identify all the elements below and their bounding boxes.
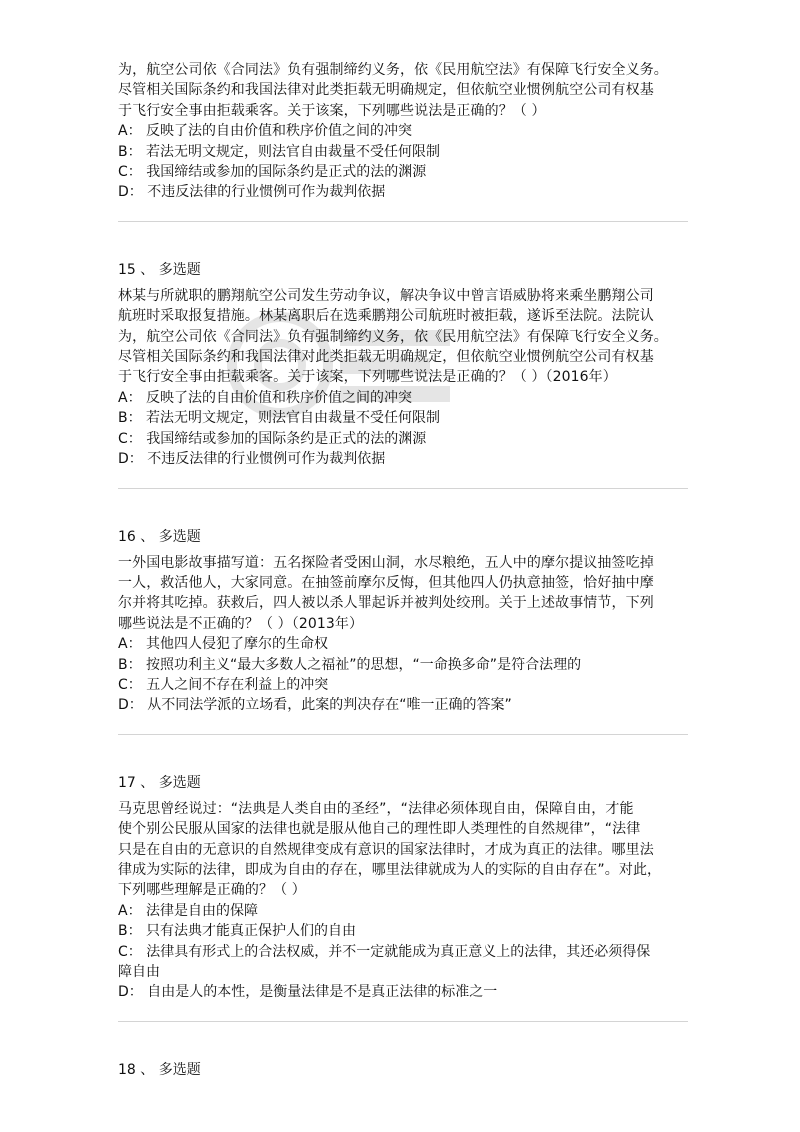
- question-text-line: 只是在自由的无意识的自然规律变成有意识的国家法律时，才成为真正的法律。哪里法: [118, 841, 654, 858]
- option-a: A： 法律是自由的保障: [118, 902, 259, 919]
- question-text-line: 于飞行安全事由拒载乘客。关于该案，下列哪些说法是正确的？（ ）（2016年）: [118, 369, 617, 386]
- question-text-line: 尽管相关国际条约和我国法律对此类拒载无明确规定，但依航空业惯例航空公司有权基: [118, 349, 654, 366]
- option-b: B： 若法无明文规定，则法官自由裁量不受任何限制: [118, 410, 441, 427]
- question-text-line: 马克思曾经说过：“法典是人类自由的圣经”，“法律必须体现自由，保障自由，才能: [118, 800, 634, 817]
- option-a: A： 反映了法的自由价值和秩序价值之间的冲突: [118, 389, 413, 406]
- question-text-line: 尔并将其吃掉。获救后，四人被以杀人罪起诉并被判处绞刑。关于上述故事情节，下列: [118, 595, 654, 612]
- question-text-line: 林某与所就职的鹏翔航空公司发生劳动争议，解决争议中曾言语威胁将来乘坐鹏翔公司: [118, 287, 654, 304]
- question-text-line: 下列哪些理解是正确的？（ ）: [118, 882, 306, 899]
- option-a: A： 其他四人侵犯了摩尔的生命权: [118, 636, 329, 653]
- question-text-line: 航班时采取报复措施。林某离职后在选乘鹏翔公司航班时被拒载，遂诉至法院。法院认: [118, 308, 654, 325]
- option-b: B： 若法无明文规定，则法官自由裁量不受任何限制: [118, 143, 441, 160]
- question-text-line: 于飞行安全事由拒载乘客。关于该案，下列哪些说法是正确的？（ ）: [118, 102, 546, 119]
- question-text-line: 为，航空公司依《合同法》负有强制缔约义务，依《民用航空法》有保障飞行安全义务。: [118, 62, 668, 78]
- question-text-line: 使个别公民服从国家的法律也就是服从他自己的理性即人类理性的自然规律”，“法律: [118, 821, 641, 838]
- question-16: [118, 527, 688, 716]
- option-c: C： 我国缔结或参加的国际条约是正式的法的渊源: [118, 430, 427, 447]
- question-text-line: 一外国电影故事描写道：五名探险者受困山洞，水尽粮绝，五人中的摩尔提议抽签吃掉: [118, 554, 654, 571]
- question-header: 17 、 多选题: [118, 774, 201, 791]
- option-c: C： 五人之间不存在利益上的冲突: [118, 676, 329, 693]
- option-b: B： 只有法典才能真正保护人们的自由: [118, 923, 357, 940]
- question-18: [118, 1060, 688, 1080]
- option-c-continued: 障自由: [118, 964, 160, 980]
- option-c: C： 我国缔结或参加的国际条约是正式的法的渊源: [118, 164, 427, 181]
- question-header: 18 、 多选题: [118, 1061, 201, 1078]
- question-17: [118, 773, 688, 1003]
- question-text-line: 一人，救活他人，大家同意。在抽签前摩尔反悔，但其他四人仍执意抽签，恰好抽中摩: [118, 574, 654, 591]
- option-a: A： 反映了法的自由价值和秩序价值之间的冲突: [118, 123, 413, 140]
- question-14-continuation: [118, 60, 688, 203]
- option-d: D： 不违反法律的行业惯例可作为裁判依据: [118, 184, 386, 201]
- question-header: 15 、 多选题: [118, 261, 201, 278]
- option-d: D： 自由是人的本性，是衡量法律是不是真正法律的标准之一: [118, 984, 498, 1001]
- question-15: [118, 260, 688, 470]
- question-text-line: 哪些说法是不正确的？（ ）（2013年）: [118, 615, 364, 632]
- question-text-line: 尽管相关国际条约和我国法律对此类拒载无明确规定，但依航空业惯例航空公司有权基: [118, 82, 654, 99]
- question-text-line: 为，航空公司依《合同法》负有强制缔约义务，依《民用航空法》有保障飞行安全义务。: [118, 328, 668, 345]
- question-header: 16 、 多选题: [118, 528, 201, 545]
- question-text-line: 律成为实际的法律，即成为自由的存在，哪里法律就成为人的实际的自由存在”。对此，: [118, 861, 662, 878]
- option-b: B： 按照功利主义“最大多数人之福祉”的思想，“一命换多命”是符合法理的: [118, 656, 582, 673]
- option-d: D： 从不同法学派的立场看，此案的判决存在“唯一正确的答案”: [118, 697, 512, 714]
- option-c: C： 法律具有形式上的合法权威，并不一定就能成为真正意义上的法律，其还必须得保: [118, 943, 651, 960]
- option-d: D： 不违反法律的行业惯例可作为裁判依据: [118, 451, 386, 468]
- document-content: [118, 60, 688, 1080]
